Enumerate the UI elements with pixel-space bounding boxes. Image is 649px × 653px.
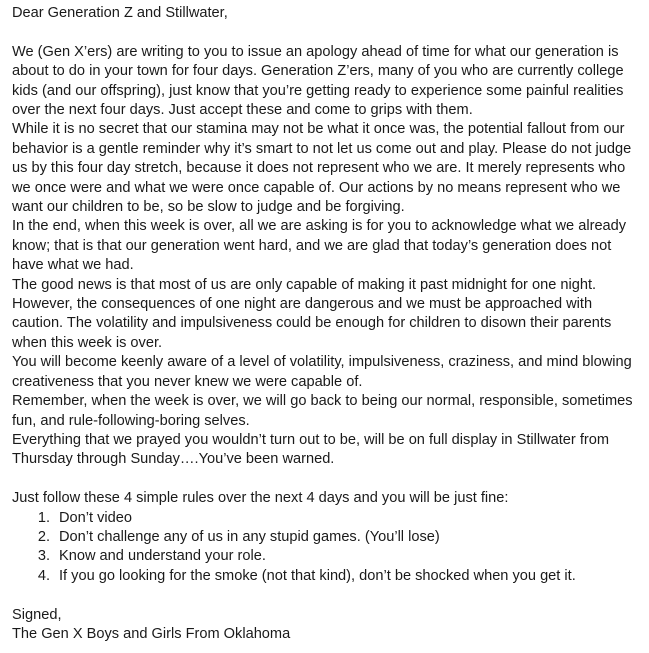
rule-item (12, 509, 643, 528)
salutation: Dear Generation Z and Stillwater, (12, 5, 228, 21)
text-line: We (Gen X’ers) are writing to you to issue an apology ahead of time for what our generation is (12, 43, 619, 60)
blank-line (12, 23, 643, 42)
rules-intro: Just follow these 4 simple rules over the next 4 days and you will be just fine: (12, 490, 509, 507)
text-line: The good news is that most of us are only capable of making it past midnight for one night. (12, 276, 597, 293)
rule-number: 4. (37, 567, 50, 584)
rule-item (12, 528, 643, 547)
blank-line (12, 470, 643, 489)
rule-text: Don’t video (59, 509, 133, 526)
paragraph-remember (12, 392, 643, 431)
rule-item (12, 547, 643, 566)
text-line: have what we had. (12, 257, 134, 274)
rule-item (12, 567, 643, 586)
rule-text: If you go looking for the smoke (not that kind), don’t be shocked when you get it. (59, 567, 576, 584)
text-line: However, the consequences of one night are dangerous and we must be approached with (12, 296, 593, 313)
text-line: behavior is a gentle reminder why it’s smart to not let us come out and play. Please do not judge (12, 140, 632, 157)
text-line: over the next four days. Just accept these and come to grips with them. (12, 102, 473, 119)
text-line: us by this four day stretch, because it does not represent who we are. It merely represents who (12, 160, 626, 177)
rule-number: 3. (37, 548, 50, 565)
rule-text: Know and understand your role. (59, 548, 266, 565)
blank-line (12, 586, 643, 605)
paragraph-in-the-end (12, 217, 643, 275)
text-line: caution. The volatility and impulsiveness could be enough for children to disown their parents (12, 315, 612, 332)
paragraph-stamina (12, 120, 643, 217)
rule-number: 1. (37, 509, 50, 526)
signature: The Gen X Boys and Girls From Oklahoma (12, 625, 291, 642)
paragraph-apology (12, 43, 643, 121)
text-line: know; that is that our generation went hard, and we are glad that today’s generation does not (12, 237, 612, 254)
text-line: we once were and what we were once capable of. Our actions by no means represent who we (12, 179, 621, 196)
text-line: While it is no secret that our stamina may not be what it once was, the potential fallout from our (12, 121, 625, 138)
rule-number: 2. (37, 528, 50, 545)
rules-list (12, 509, 643, 587)
paragraph-good-news (12, 276, 643, 354)
text-line: You will become keenly aware of a level of volatility, impulsiveness, craziness, and mind blowing (12, 354, 632, 371)
text-line: In the end, when this week is over, all we are asking is for you to acknowledge what we already (12, 218, 627, 235)
text-line: about to do in your town for four days. Generation Z’ers, many of you who are currently college (12, 63, 624, 80)
text-line: kids (and our offspring), just know that you’re getting ready to experience some painful realities (12, 82, 624, 99)
text-line: Everything that we prayed you wouldn’t turn out to be, will be on full display in Stillwater from (12, 431, 610, 448)
text-line: when this week is over. (12, 334, 163, 351)
signoff: Signed, (12, 606, 62, 623)
paragraph-everything (12, 431, 643, 470)
rule-text: Don’t challenge any of us in any stupid games. (You’ll lose) (59, 528, 440, 545)
text-line: Remember, when the week is over, we will go back to being our normal, responsible, sometimes (12, 393, 633, 410)
text-line: creativeness that you never knew we were capable of. (12, 373, 363, 390)
text-line: want our children to be, so be slow to judge and be forgiving. (12, 199, 405, 216)
text-line: fun, and rule-following-boring selves. (12, 412, 250, 429)
paragraph-keenly-aware (12, 353, 643, 392)
text-line: Thursday through Sunday….You’ve been warned. (12, 451, 335, 468)
